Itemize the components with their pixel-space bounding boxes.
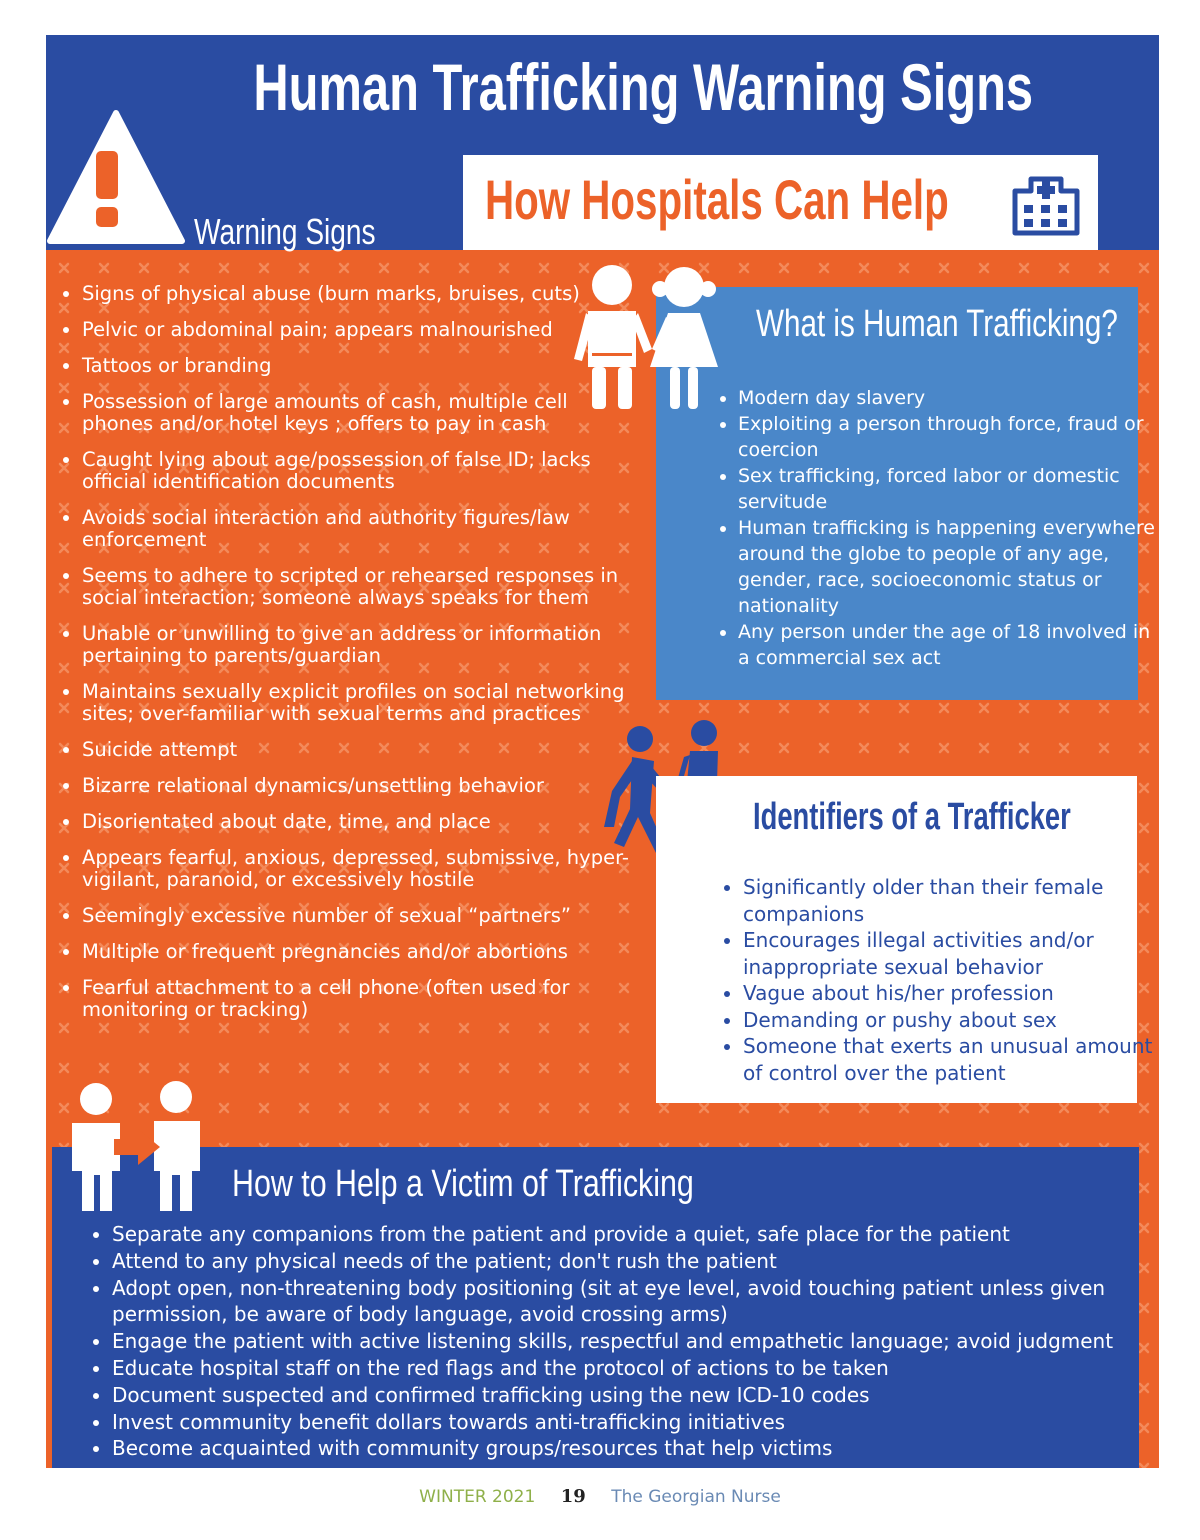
list-item: • Tattoos or branding bbox=[82, 355, 642, 377]
list-item: • Encourages illegal activities and/or inappropriate sexual behavior bbox=[743, 927, 1159, 980]
list-item: • Bizarre relational dynamics/unsettling behavior bbox=[82, 775, 642, 797]
list-item: • Multiple or frequent pregnancies and/or abortions bbox=[82, 941, 642, 963]
identifiers-heading: Identifiers of a Trafficker bbox=[753, 796, 1071, 838]
list-item: • Exploiting a person through force, fraud or coercion bbox=[738, 411, 1158, 463]
list-item: • Unable or unwilling to give an address or information pertaining to parents/guardian bbox=[82, 623, 642, 667]
list-item: • Demanding or pushy about sex bbox=[743, 1007, 1159, 1034]
list-item: • Human trafficking is happening everywhere around the globe to people of any age, gender, race, socioeconomic status or nationality bbox=[738, 515, 1158, 619]
hospitals-banner bbox=[463, 155, 1098, 250]
list-item: • Invest community benefit dollars towards anti-trafficking initiatives bbox=[112, 1409, 1152, 1436]
list-item: • Separate any companions from the patient and provide a quiet, safe place for the patient bbox=[112, 1221, 1152, 1248]
list-item: • Suicide attempt bbox=[82, 739, 642, 761]
list-item: • Any person under the age of 18 involved in a commercial sex act bbox=[738, 619, 1158, 671]
list-item: • Appears fearful, anxious, depressed, submissive, hyper-vigilant, paranoid, or excessively hostile bbox=[82, 847, 642, 891]
list-item: • Possession of large amounts of cash, multiple cell phones and/or hotel keys ; offers to pay in cash bbox=[82, 391, 642, 435]
footer-issue-date: WINTER 2021 bbox=[419, 1487, 536, 1507]
list-item: • Avoids social interaction and authority figures/law enforcement bbox=[82, 507, 642, 551]
list-item: • Seems to adhere to scripted or rehearsed responses in social interaction; someone always speaks for them bbox=[82, 565, 642, 609]
footer-page-number: 19 bbox=[560, 1486, 586, 1507]
children-icon bbox=[572, 263, 732, 413]
list-item: • Pelvic or abdominal pain; appears malnourished bbox=[82, 319, 642, 341]
list-item: • Sex trafficking, forced labor or domestic servitude bbox=[738, 463, 1158, 515]
list-item: • Adopt open, non-threatening body positioning (sit at eye level, avoid touching patient unless given permission, be aware of body language, avoid crossing arms) bbox=[112, 1275, 1152, 1329]
list-item: • Signs of physical abuse (burn marks, bruises, cuts) bbox=[82, 283, 642, 305]
warning-signs-list bbox=[54, 283, 642, 1035]
list-item: • Modern day slavery bbox=[738, 385, 1158, 411]
list-item: • Maintains sexually explicit profiles on social networking sites; over-familiar with sexual terms and practices bbox=[82, 681, 642, 725]
page-footer bbox=[0, 1486, 1200, 1507]
warning-triangle-icon bbox=[46, 107, 186, 247]
hospital-icon bbox=[1011, 167, 1081, 237]
list-item: • Attend to any physical needs of the patient; don't rush the patient bbox=[112, 1248, 1152, 1275]
hospitals-title: How Hospitals Can Help bbox=[485, 168, 949, 231]
warning-signs-heading: Warning Signs bbox=[194, 211, 376, 252]
list-item: • Engage the patient with active listening skills, respectful and empathetic language; avoid judgment bbox=[112, 1328, 1152, 1355]
identifiers-panel bbox=[656, 776, 1153, 1103]
what-is-trafficking-heading: What is Human Trafficking? bbox=[756, 303, 1118, 345]
poster bbox=[46, 35, 1159, 1468]
identifiers-list bbox=[711, 874, 1159, 1086]
list-item: • Become acquainted with community groups/resources that help victims bbox=[112, 1435, 1152, 1462]
list-item: • Seemingly excessive number of sexual “partners” bbox=[82, 905, 642, 927]
what-is-trafficking-list bbox=[706, 385, 1158, 671]
footer-publication-name: The Georgian Nurse bbox=[611, 1487, 781, 1507]
list-item: • Someone that exerts an unusual amount of control over the patient bbox=[743, 1033, 1159, 1086]
list-item: • Disorientated about date, time, and place bbox=[82, 811, 642, 833]
how-to-help-list bbox=[84, 1221, 1152, 1462]
main-title: Human Trafficking Warning Signs bbox=[253, 50, 1034, 124]
list-item: • Educate hospital staff on the red flags and the protocol of actions to be taken bbox=[112, 1355, 1152, 1382]
list-item: • Significantly older than their female companions bbox=[743, 874, 1159, 927]
list-item: • Vague about his/her profession bbox=[743, 980, 1159, 1007]
helping-person-icon bbox=[64, 1075, 214, 1215]
list-item: • Fearful attachment to a cell phone (often used for monitoring or tracking) bbox=[82, 977, 642, 1021]
list-item: • Document suspected and confirmed trafficking using the new ICD-10 codes bbox=[112, 1382, 1152, 1409]
how-to-help-heading: How to Help a Victim of Trafficking bbox=[232, 1163, 694, 1205]
list-item: • Caught lying about age/possession of false ID; lacks official identification documents bbox=[82, 449, 642, 493]
how-to-help-panel bbox=[52, 1147, 1139, 1468]
